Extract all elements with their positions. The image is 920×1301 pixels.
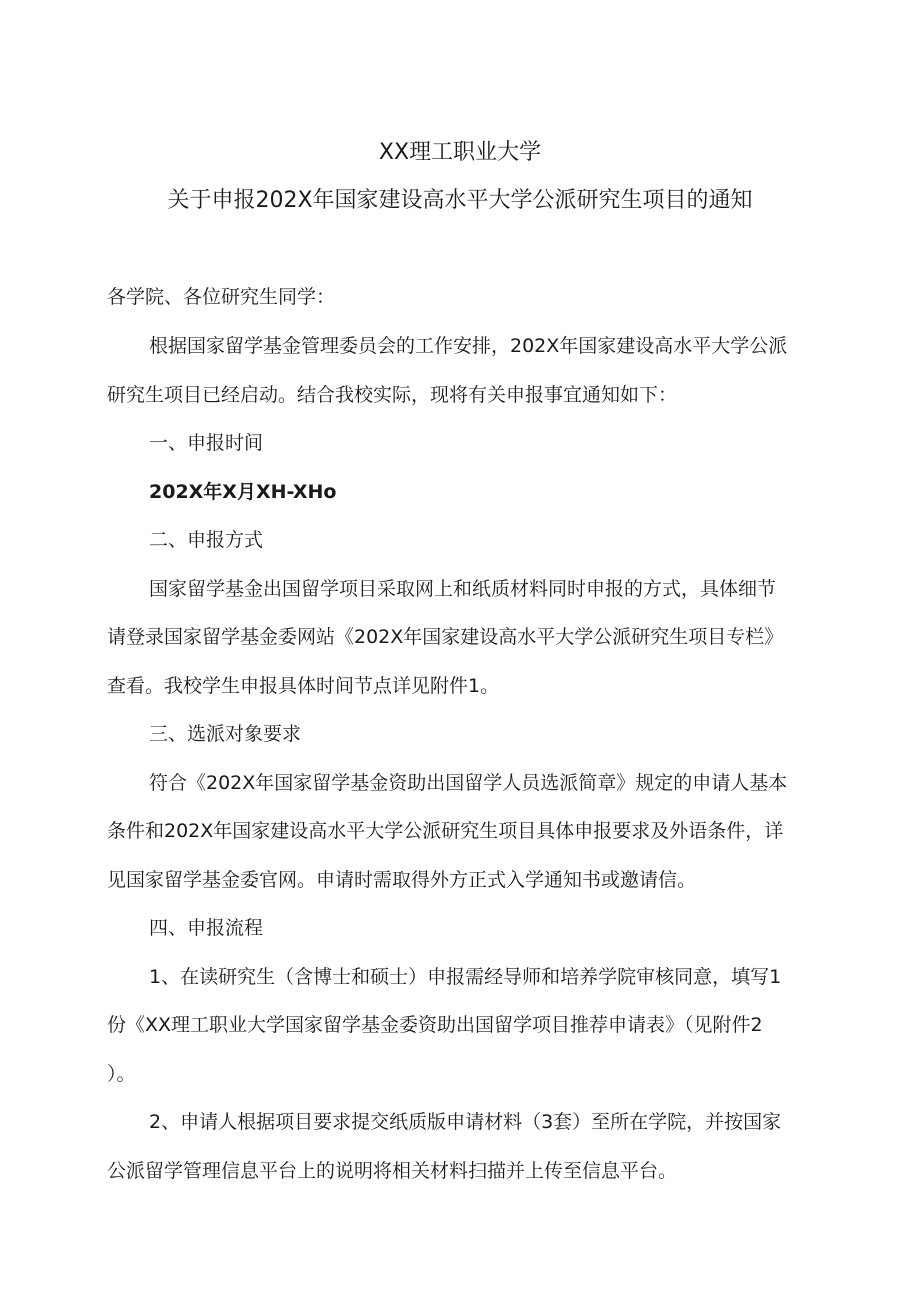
section-3-line-1: 符合《202X年国家留学基金资助出国留学人员选派简章》规定的申请人基本 [149, 772, 788, 794]
step-1-line-3: ）。 [107, 1063, 136, 1085]
section-3-line-2: 条件和202X年国家建设高水平大学公派研究生项目具体申报要求及外语条件，详 [107, 820, 784, 842]
section-2-line-3: 查看。我校学生申报具体时间节点详见附件1。 [107, 675, 500, 697]
section-3-line-3: 见国家留学基金委官网。申请时需取得外方正式入学通知书或邀请信。 [107, 869, 697, 891]
section-2-line-2: 请登录国家留学基金委网站《202X年国家建设高水平大学公派研究生项目专栏》 [107, 626, 784, 648]
intro-line-1: 根据国家留学基金管理委员会的工作安排，202X年国家建设高水平大学公派 [149, 335, 788, 357]
section-4-heading: 四、申报流程 [149, 917, 264, 939]
step-2-line-2: 公派留学管理信息平台上的说明将相关材料扫描并上传至信息平台。 [107, 1160, 678, 1182]
salutation: 各学院、各位研究生同学： [107, 286, 336, 308]
section-1-content: 202X年X月XH-XHo [149, 481, 337, 503]
section-1-heading: 一、申报时间 [149, 432, 264, 454]
document-title-line-2: 关于申报202X年国家建设高水平大学公派研究生项目的通知 [167, 188, 753, 213]
step-1-line-1: 1、在读研究生（含博士和硕士）申报需经导师和培养学院审核同意，填写1 [149, 966, 782, 988]
section-2-heading: 二、申报方式 [149, 529, 264, 551]
section-2-line-1: 国家留学基金出国留学项目采取网上和纸质材料同时申报的方式，具体细节 [149, 578, 777, 600]
document-title-line-1: XX理工职业大学 [378, 140, 542, 165]
step-1-line-2: 份《XX理工职业大学国家留学基金委资助出国留学项目推荐申请表》（见附件2 [107, 1014, 763, 1036]
intro-line-2: 研究生项目已经启动。结合我校实际，现将有关申报事宜通知如下： [107, 384, 678, 406]
section-3-heading: 三、选派对象要求 [149, 723, 302, 745]
step-2-line-1: 2、申请人根据项目要求提交纸质版申请材料（3套）至所在学院，并按国家 [149, 1111, 782, 1133]
